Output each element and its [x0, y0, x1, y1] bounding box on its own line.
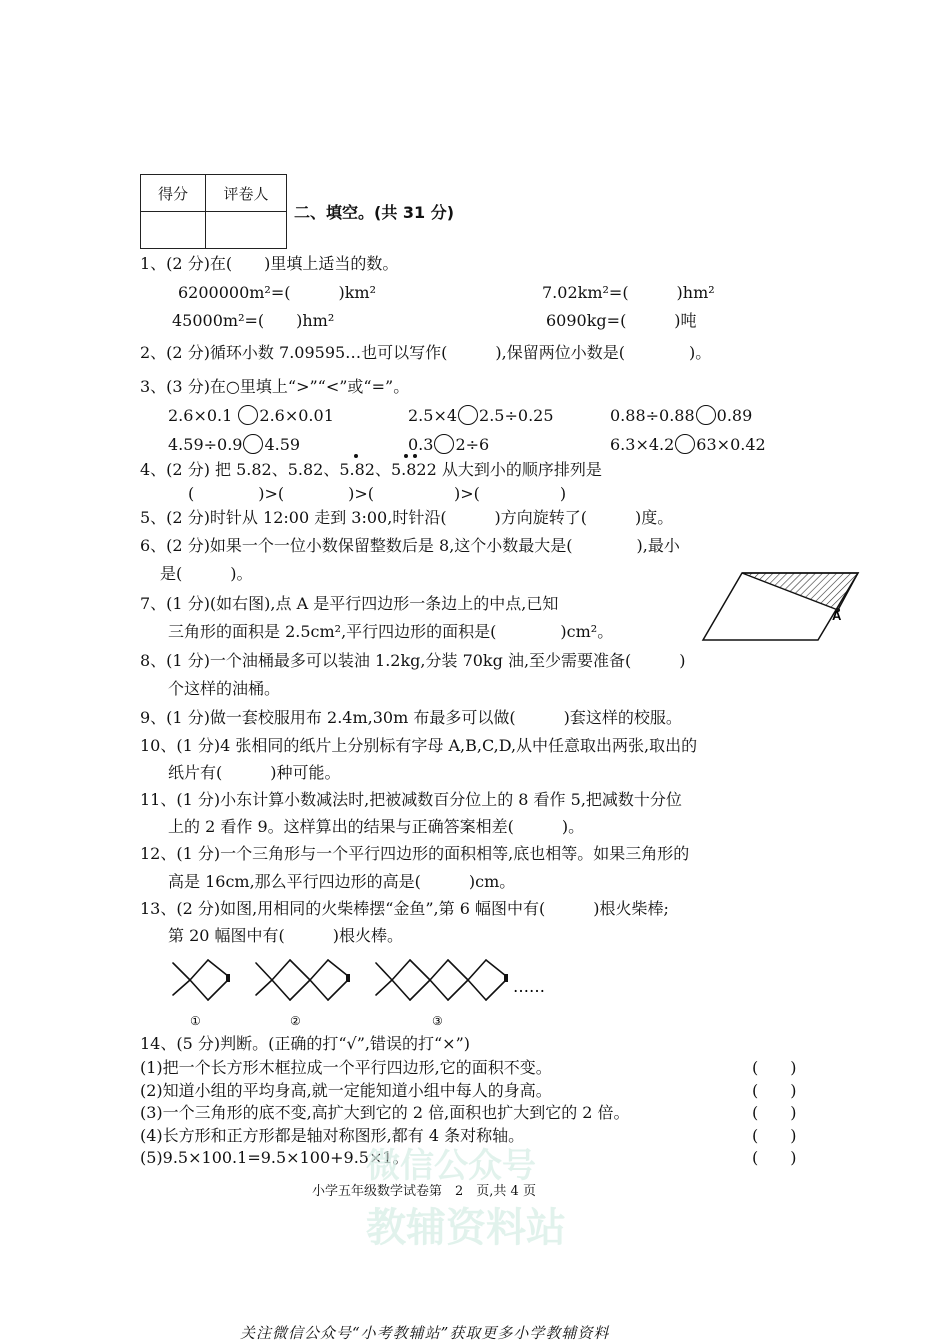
q3-r2b-right: 2÷6 [455, 435, 490, 454]
q3-r2a [168, 434, 300, 456]
q6-line2: 是( )。 [160, 564, 253, 583]
q14-answer-2[interactable]: ( ) [752, 1081, 797, 1100]
q3-r2a-left: 4.59÷0.9 [168, 435, 243, 454]
parallelogram-figure [700, 568, 862, 644]
q3-r1a-right: 2.6×0.01 [259, 406, 334, 425]
bottom-note: 关注微信公众号“小考教辅站”获取更多小学教辅资料 [240, 1324, 610, 1342]
q11-stem: 11、(1 分)小东计算小数减法时,把被减数百分位上的 8 看作 5,把减数十分位 [140, 790, 682, 809]
figure-label-1: ① [190, 1014, 201, 1028]
compare-circle[interactable] [458, 405, 478, 425]
q7-line2: 三角形的面积是 2.5cm²,平行四边形的面积是( )cm²。 [168, 622, 614, 641]
score-cell[interactable] [141, 212, 206, 249]
point-a-label: A [832, 608, 842, 623]
q14-item-1: (1)把一个长方形木框拉成一个平行四边形,它的面积不变。 [140, 1058, 552, 1077]
q1-a: 6200000m²=( )km² [178, 283, 377, 302]
q3-r1a [168, 405, 334, 427]
q9-stem: 9、(1 分)做一套校服用布 2.4m,30m 布最多可以做( )套这样的校服。 [140, 708, 682, 727]
q11-line2: 上的 2 看作 9。这样算出的结果与正确答案相差( )。 [168, 817, 585, 836]
q14-answer-1[interactable]: ( ) [752, 1058, 797, 1077]
matchstick-fish-figure [168, 950, 588, 1030]
q3-r2b [408, 434, 489, 456]
q8-stem: 8、(1 分)一个油桶最多可以装油 1.2kg,分装 70kg 油,至少需要准备( ) [140, 651, 686, 670]
q3-r1b-left: 2.5×4 [408, 406, 458, 425]
compare-circle[interactable] [434, 434, 454, 454]
q4-stem: 4、(2 分) 把 5.82、5.82、5.82、5.822 从大到小的顺序排列是 [140, 460, 602, 479]
compare-circle[interactable] [675, 434, 695, 454]
q13-stem: 13、(2 分)如图,用相同的火柴棒摆“金鱼”,第 6 幅图中有( )根火柴棒; [140, 899, 669, 918]
q12-stem: 12、(1 分)一个三角形与一个平行四边形的面积相等,底也相等。如果三角形的 [140, 844, 690, 863]
q14-item-3: (3)一个三角形的底不变,高扩大到它的 2 倍,面积也扩大到它的 2 倍。 [140, 1103, 630, 1122]
q3-r2b-left: 0.3 [408, 435, 434, 454]
q14-item-5: (5)9.5×100.1=9.5×100+9.5×1。 [140, 1148, 409, 1167]
q3-r1c [610, 405, 752, 427]
q14-stem: 14、(5 分)判断。(正确的打“√”,错误的打“×”) [140, 1034, 471, 1053]
compare-circle[interactable] [696, 405, 716, 425]
fish-figure-1 [173, 960, 228, 1000]
repeat-dot [404, 454, 408, 458]
q13-line2: 第 20 幅图中有( )根火棒。 [168, 926, 404, 945]
q3-r1c-left: 0.88÷0.88 [610, 406, 695, 425]
q3-stem: 3、(3 分)在○里填上“>”“<”或“=”。 [140, 377, 410, 396]
q14-answer-4[interactable]: ( ) [752, 1126, 797, 1145]
q3-r2c [610, 434, 766, 456]
q3-r1c-right: 0.89 [716, 406, 753, 425]
score-table [140, 174, 287, 249]
grader-header: 评卷人 [206, 175, 287, 212]
grader-cell[interactable] [206, 212, 287, 249]
q1-stem: 1、(2 分)在( )里填上适当的数。 [140, 254, 399, 273]
q3-r2a-right: 4.59 [264, 435, 301, 454]
q1-b: 7.02km²=( )hm² [542, 283, 715, 302]
q1-d: 6090kg=( )吨 [546, 311, 697, 330]
q7-stem: 7、(1 分)(如右图),点 A 是平行四边形一条边上的中点,已知 [140, 594, 559, 613]
repeat-dot [354, 454, 358, 458]
q8-line2: 个这样的油桶。 [168, 679, 281, 698]
hatched-triangle [742, 573, 858, 610]
figure-label-2: ② [290, 1014, 301, 1028]
q14-item-2: (2)知道小组的平均身高,就一定能知道小组中每人的身高。 [140, 1081, 552, 1100]
score-header: 得分 [141, 175, 206, 212]
q5-stem: 5、(2 分)时针从 12:00 走到 3:00,时针沿( )方向旋转了( )度。 [140, 508, 674, 527]
watermark-line1: 微信公众号 [366, 1146, 536, 1186]
fish-figure-2 [256, 960, 348, 1000]
q12-line2: 高是 16cm,那么平行四边形的高是( )cm。 [168, 872, 516, 891]
section-title: 二、填空。(共 31 分) [294, 203, 455, 222]
q10-stem: 10、(1 分)4 张相同的纸片上分别标有字母 A,B,C,D,从中任意取出两张,取出的 [140, 736, 698, 755]
q14-item-4: (4)长方形和正方形都是轴对称图形,都有 4 条对称轴。 [140, 1126, 525, 1145]
fish-figure-3 [376, 960, 506, 1000]
q3-r1a-left: 2.6×0.1 [168, 406, 233, 425]
q10-line2: 纸片有( )种可能。 [168, 763, 341, 782]
q3-r1b-right: 2.5÷0.25 [479, 406, 554, 425]
watermark-line2: 教辅资料站 [366, 1205, 566, 1251]
q3-r2c-left: 6.3×4.2 [610, 435, 675, 454]
q1-c: 45000m²=( )hm² [172, 311, 335, 330]
q14-answer-5[interactable]: ( ) [752, 1148, 797, 1167]
q6-stem: 6、(2 分)如果一个一位小数保留整数后是 8,这个小数最大是( ),最小 [140, 536, 680, 555]
figure-ellipsis: …… [513, 977, 545, 996]
page-footer: 小学五年级数学试卷第 2 页,共 4 页 [312, 1184, 536, 1199]
q3-r2c-right: 63×0.42 [696, 435, 766, 454]
figure-label-3: ③ [432, 1014, 443, 1028]
q14-answer-3[interactable]: ( ) [752, 1103, 797, 1122]
q2-stem: 2、(2 分)循环小数 7.09595…也可以写作( ),保留两位小数是( )。 [140, 343, 712, 362]
q4-line2: ( )>( )>( )>( ) [188, 484, 567, 503]
q3-r1b [408, 405, 554, 427]
compare-circle[interactable] [238, 405, 258, 425]
compare-circle[interactable] [243, 434, 263, 454]
repeat-dot [413, 454, 417, 458]
